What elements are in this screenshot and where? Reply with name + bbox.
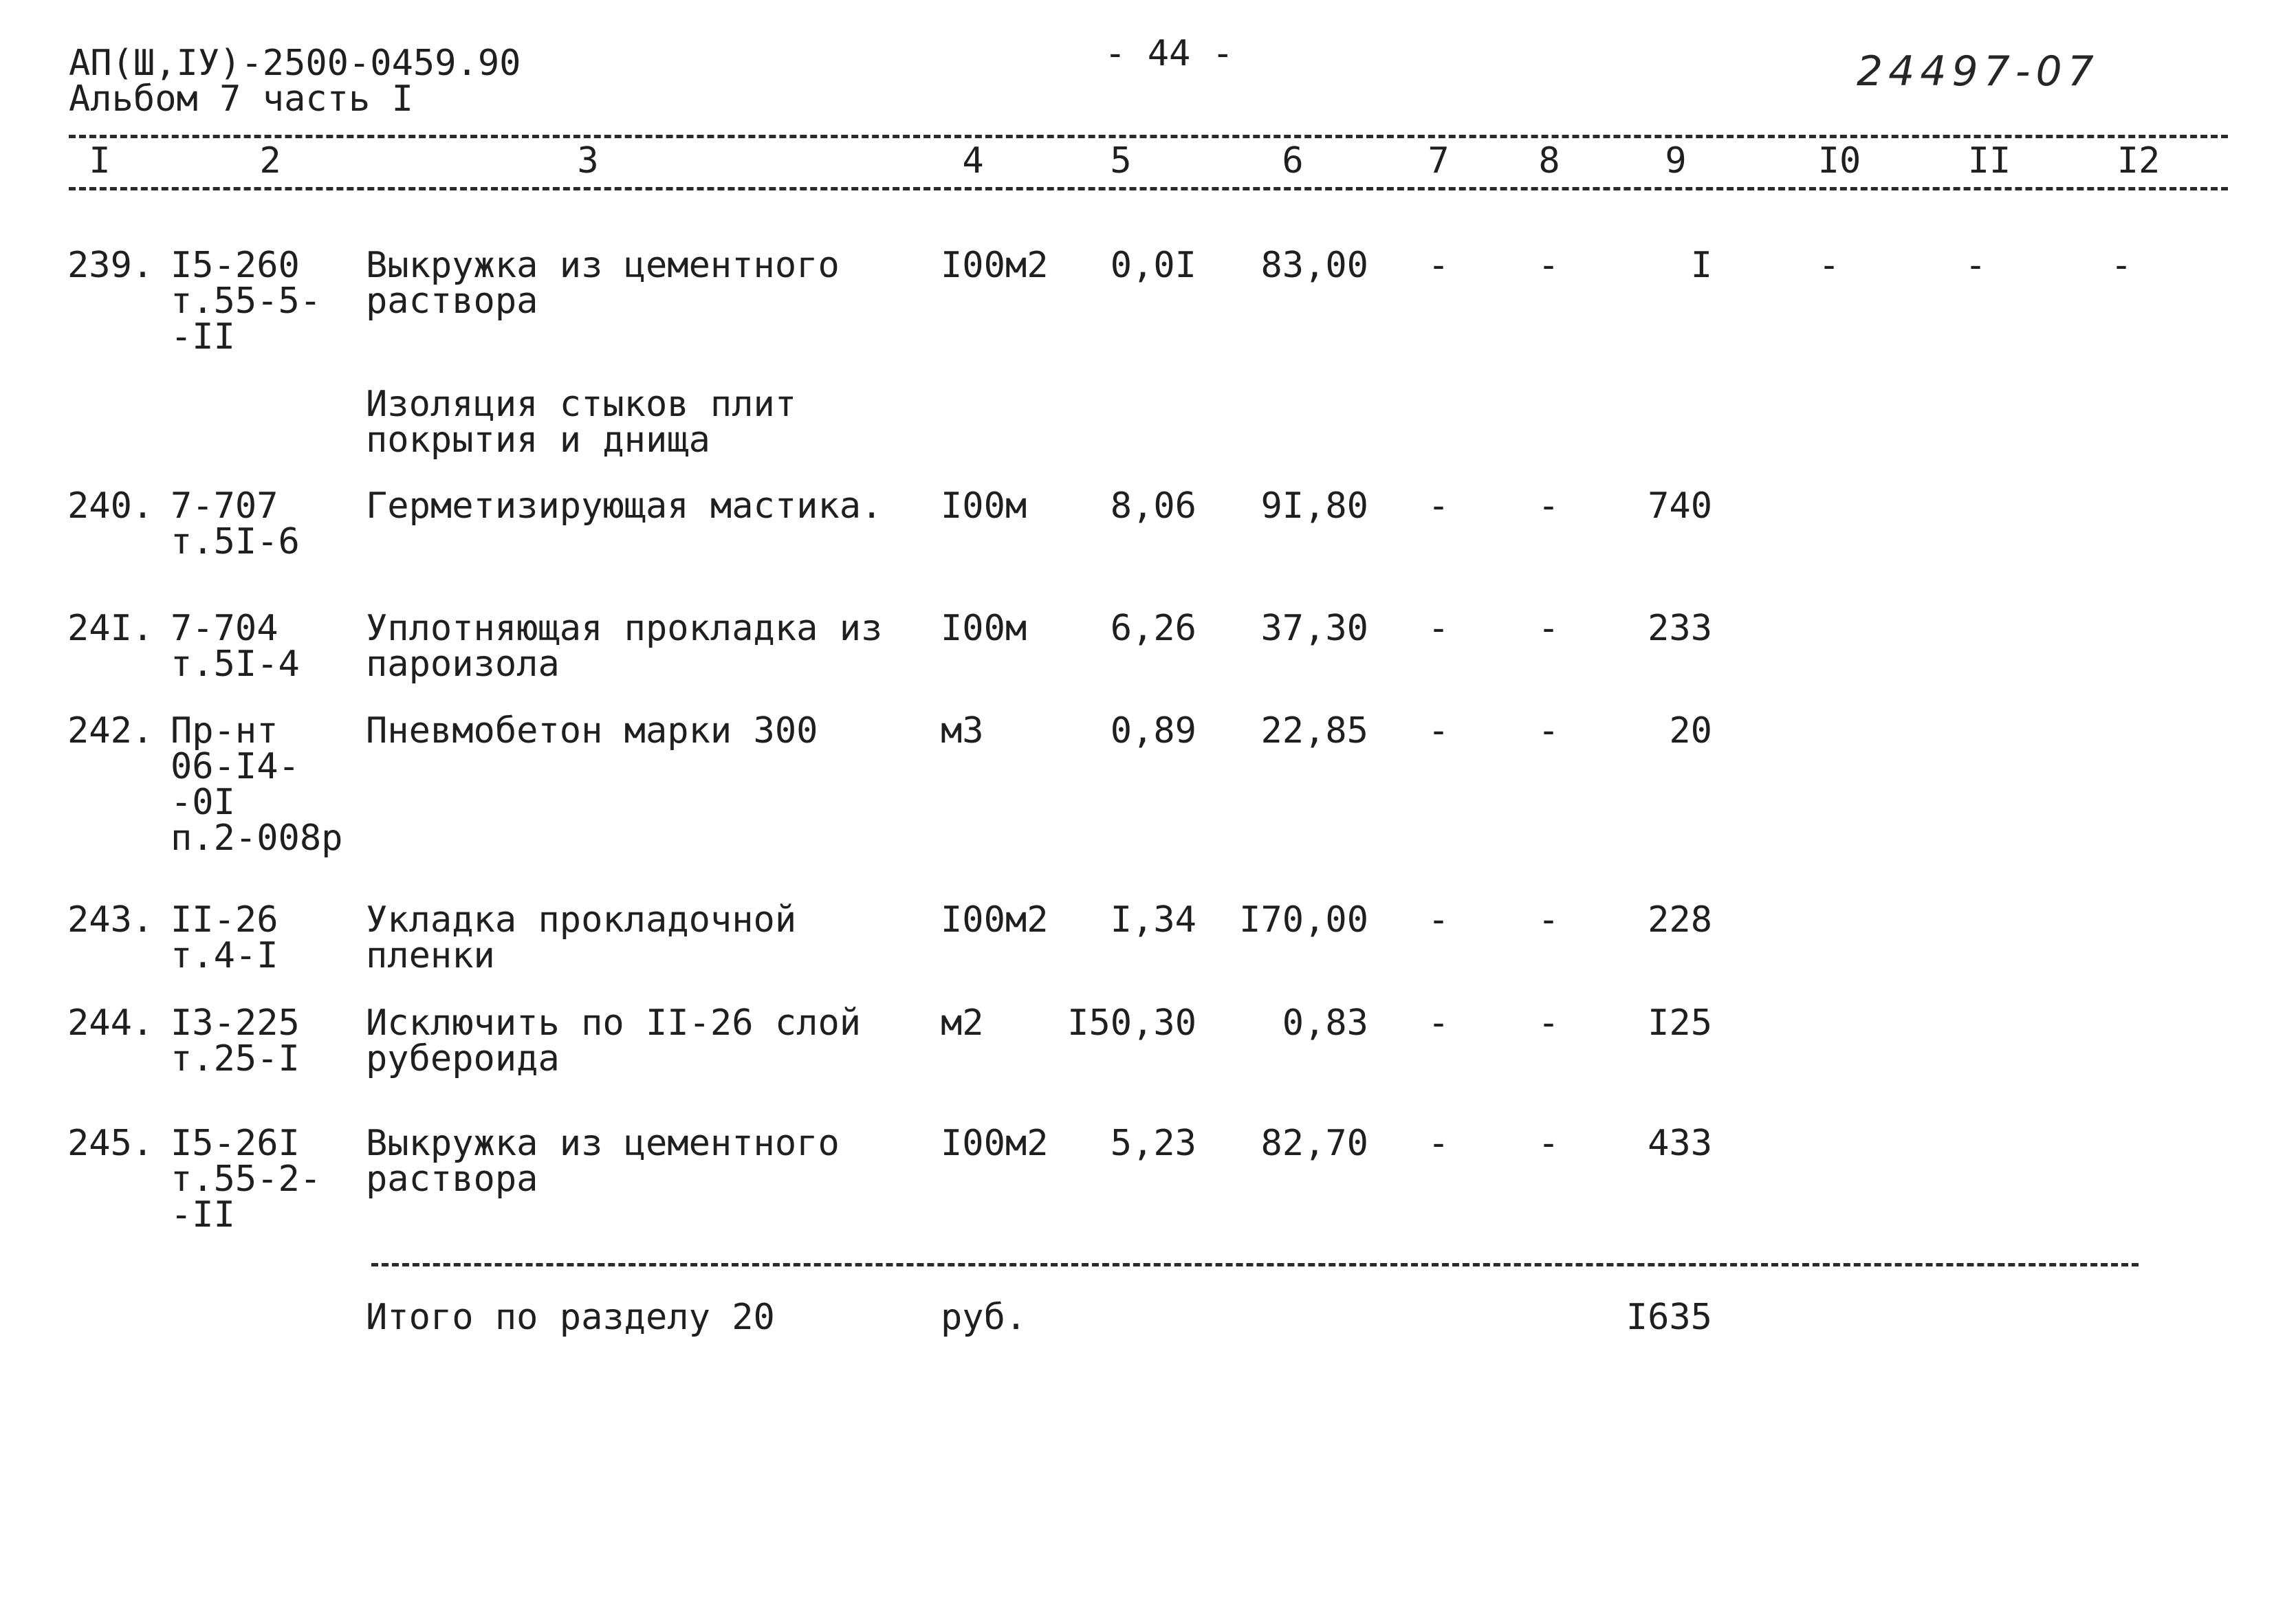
quantity: 5,23 — [1110, 1123, 1196, 1164]
col8-value: - — [1538, 245, 1560, 286]
col8-value: - — [1538, 710, 1560, 751]
norm-code: т.4-I — [171, 935, 278, 976]
page-number: - 44 - — [1104, 33, 1234, 74]
col7-value: - — [1428, 245, 1450, 286]
total-cost: 740 — [1648, 485, 1712, 527]
norm-code: I5-26I — [171, 1123, 300, 1164]
norm-code: т.5I-6 — [171, 521, 300, 562]
col8-value: - — [1538, 1123, 1560, 1164]
unit: I00м2 — [941, 899, 1049, 941]
unit: м3 — [941, 710, 984, 751]
work-description: Выкружка из цементного — [366, 245, 840, 286]
column-header-8: 8 — [1538, 140, 1560, 182]
col10-value: - — [1818, 245, 1840, 286]
row-number: 240. — [67, 485, 154, 527]
column-header-1: I — [89, 140, 111, 182]
col7-value: - — [1428, 485, 1450, 527]
norm-code: I5-260 — [171, 245, 300, 286]
norm-code: -II — [171, 316, 235, 358]
col11-value: - — [1965, 245, 1987, 286]
row-number: 242. — [67, 710, 154, 751]
column-header-11: II — [1967, 140, 2011, 182]
work-description: Пневмобетон марки 300 — [366, 710, 818, 751]
unit: I00м — [941, 608, 1027, 649]
norm-code: I3-225 — [171, 1002, 300, 1044]
total-cost: I — [1690, 245, 1712, 286]
total-unit: руб. — [941, 1297, 1027, 1338]
norm-code: п.2-008р — [171, 818, 343, 859]
row-number: 243. — [67, 899, 154, 941]
unit-price: 22,85 — [1260, 710, 1368, 751]
norm-code: 7-704 — [171, 608, 278, 649]
norm-code: т.25-I — [171, 1038, 300, 1079]
total-cost: 433 — [1648, 1123, 1712, 1164]
work-description: Укладка прокладочной — [366, 899, 797, 941]
col7-value: - — [1428, 1123, 1450, 1164]
unit-price: 83,00 — [1260, 245, 1368, 286]
quantity: I,34 — [1110, 899, 1196, 941]
document-code: АП(Ш,IУ)-2500-0459.90 — [69, 43, 521, 84]
row-number: 24I. — [67, 608, 154, 649]
total-rule — [371, 1263, 2139, 1266]
total-cost: I25 — [1648, 1002, 1712, 1044]
quantity: 0,0I — [1110, 245, 1196, 286]
unit: I00м — [941, 485, 1027, 527]
work-description: Уплотняющая прокладка из — [366, 608, 883, 649]
work-description: Исключить по II-26 слой — [366, 1002, 862, 1044]
unit-price: 82,70 — [1260, 1123, 1368, 1164]
quantity: I50,30 — [1067, 1002, 1196, 1044]
unit: I00м2 — [941, 1123, 1049, 1164]
work-description: рубероида — [366, 1038, 560, 1079]
work-description: пленки — [366, 935, 495, 976]
column-header-2: 2 — [259, 140, 281, 182]
col7-value: - — [1428, 710, 1450, 751]
column-header-10: I0 — [1817, 140, 1861, 182]
column-header-4: 4 — [962, 140, 984, 182]
unit-price: 0,83 — [1282, 1002, 1368, 1044]
work-description: Герметизирующая мастика. — [366, 485, 883, 527]
unit-price: 37,30 — [1260, 608, 1368, 649]
col7-value: - — [1428, 899, 1450, 941]
col8-value: - — [1538, 1002, 1560, 1044]
column-header-3: 3 — [577, 140, 599, 182]
norm-code: т.55-2- — [171, 1159, 322, 1200]
total-value: I635 — [1626, 1297, 1712, 1338]
total-cost: 228 — [1648, 899, 1712, 941]
norm-code: -II — [171, 1194, 235, 1236]
norm-code: 06-I4- — [171, 746, 300, 787]
work-description: раствора — [366, 1159, 538, 1200]
unit: м2 — [941, 1002, 984, 1044]
total-cost: 233 — [1648, 608, 1712, 649]
header-rule-top — [69, 135, 2228, 138]
col8-value: - — [1538, 485, 1560, 527]
column-header-9: 9 — [1665, 140, 1687, 182]
row-number: 239. — [67, 245, 154, 286]
total-cost: 20 — [1669, 710, 1712, 751]
quantity: 8,06 — [1110, 485, 1196, 527]
header-rule-bottom — [69, 187, 2228, 190]
col7-value: - — [1428, 608, 1450, 649]
norm-code: -0I — [171, 782, 235, 823]
norm-code: 7-707 — [171, 485, 278, 527]
row-number: 244. — [67, 1002, 154, 1044]
row-number: 245. — [67, 1123, 154, 1164]
col8-value: - — [1538, 899, 1560, 941]
work-description: раствора — [366, 281, 538, 322]
unit-price: I70,00 — [1239, 899, 1368, 941]
column-header-6: 6 — [1282, 140, 1304, 182]
total-label: Итого по разделу 20 — [366, 1297, 775, 1338]
col7-value: - — [1428, 1002, 1450, 1044]
work-description: Выкружка из цементного — [366, 1123, 840, 1164]
norm-code: т.55-5- — [171, 281, 322, 322]
handwritten-stamp: 24497-07 — [1857, 47, 2099, 96]
work-description: Изоляция стыков плит — [366, 384, 797, 425]
norm-code: т.5I-4 — [171, 644, 300, 685]
unit: I00м2 — [941, 245, 1049, 286]
col12-value: - — [2110, 245, 2132, 286]
unit-price: 9I,80 — [1260, 485, 1368, 527]
column-header-5: 5 — [1110, 140, 1132, 182]
column-header-7: 7 — [1428, 140, 1450, 182]
work-description: покрытия и днища — [366, 419, 710, 461]
norm-code: Пр-нт — [171, 710, 278, 751]
col8-value: - — [1538, 608, 1560, 649]
quantity: 0,89 — [1110, 710, 1196, 751]
work-description: пароизола — [366, 644, 560, 685]
quantity: 6,26 — [1110, 608, 1196, 649]
norm-code: II-26 — [171, 899, 278, 941]
column-header-12: I2 — [2117, 140, 2161, 182]
album-label: Альбом 7 часть I — [69, 78, 413, 120]
